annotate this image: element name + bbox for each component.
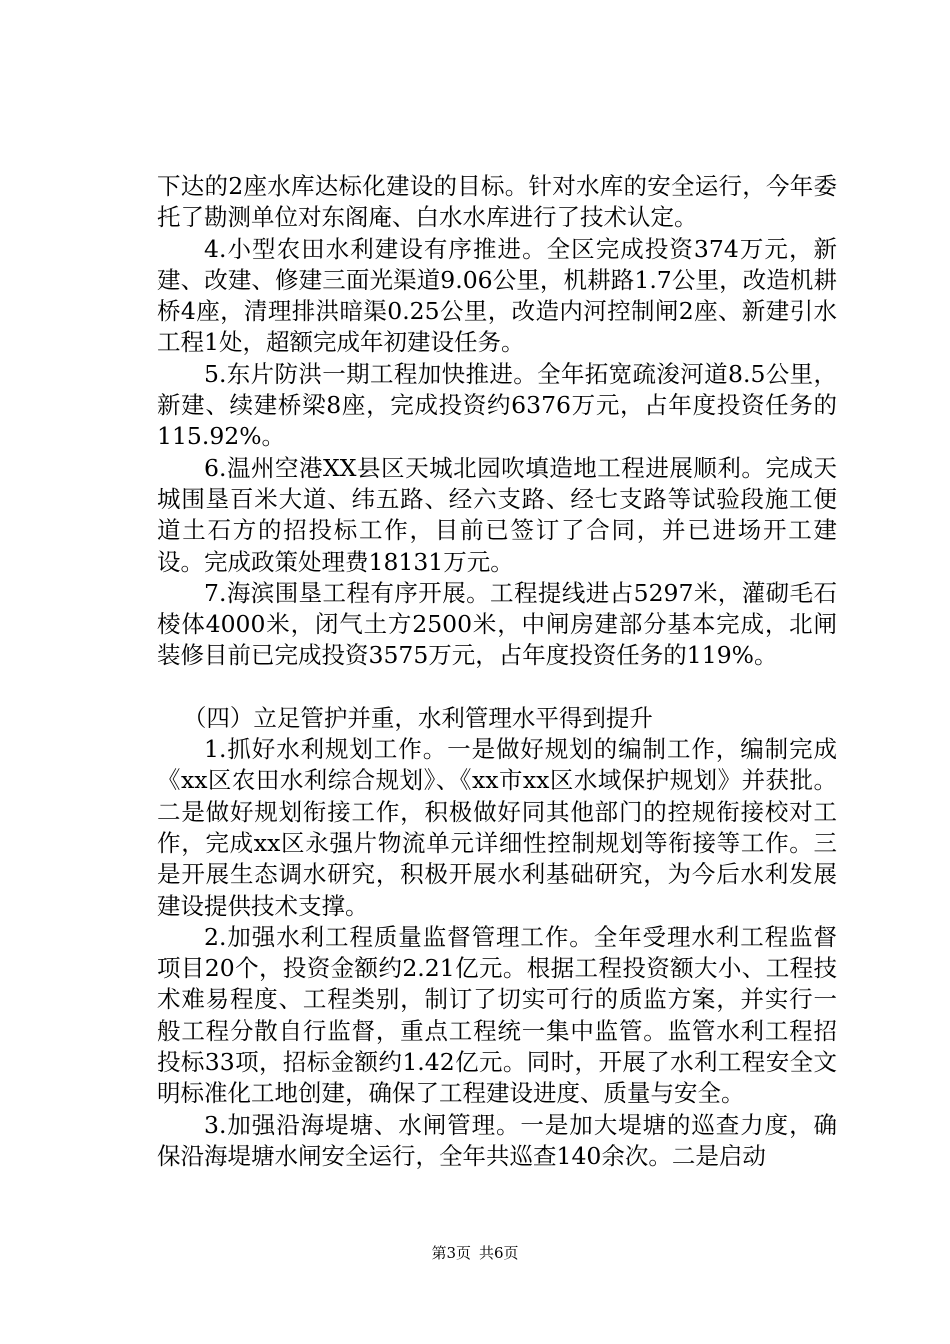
section-paragraph-2: 2.加强水利工程质量监督管理工作。全年受理水利工程监督项目20个，投资金额约2.21亿元。根据工程投资额大小、工程技术难易程度、工程类别，制订了切实可行的质监方案，并实行一般工程分散自行监督，重点工程统一集中监管。监管水利工程招投标33项，招标金额约1.42亿元。同时，开展了水利工程安全文明标准化工地创建，确保了工程建设进度、质量与安全。	[157, 922, 837, 1108]
paragraph-item-6: 6.温州空港XX县区天城北园吹填造地工程进展顺利。完成天城围垦百米大道、纬五路、经六支路、经七支路等试验段施工便道土石方的招投标工作，目前已签订了合同，并已进场开工建设。完成政策处理费18131万元。	[157, 453, 837, 576]
section-heading: （四）立足管护并重，水利管理水平得到提升	[182, 703, 653, 732]
page-total: 共6页	[479, 1244, 519, 1262]
document-body	[157, 171, 837, 1172]
section-paragraph-1: 1.抓好水利规划工作。一是做好规划的编制工作，编制完成《xx区农田水利综合规划》、《xx市xx区水域保护规划》并获批。二是做好规划衔接工作，积极做好同其他部门的控规衔接校对工作，完成xx区永强片物流单元详细性控制规划等衔接等工作。三是开展生态调水研究，积极开展水利基础研究，为今后水利发展建设提供技术支撑。	[157, 735, 837, 920]
page-number: 第3页	[431, 1244, 471, 1262]
paragraph-item-5: 5.东片防洪一期工程加快推进。全年拓宽疏浚河道8.5公里，新建、续建桥梁8座，完成投资约6376万元，占年度投资任务的115.92%。	[157, 359, 837, 451]
page-footer	[0, 1242, 950, 1263]
section-paragraph-3: 3.加强沿海堤塘、水闸管理。一是加大堤塘的巡查力度，确保沿海堤塘水闸安全运行，全年共巡查140余次。二是启动	[157, 1110, 837, 1170]
paragraph-continued: 下达的2座水库达标化建设的目标。针对水库的安全运行，今年委托了勘测单位对东阁庵、白水水库进行了技术认定。	[157, 172, 837, 232]
paragraph-item-7: 7.海滨围垦工程有序开展。工程提线进占5297米，灌砌毛石棱体4000米，闭气土方2500米，中闸房建部分基本完成，北闸装修目前已完成投资3575万元，占年度投资任务的119%。	[157, 578, 837, 670]
paragraph-item-4: 4.小型农田水利建设有序推进。全区完成投资374万元，新建、改建、修建三面光渠道9.06公里，机耕路1.7公里，改造机耕桥4座，清理排洪暗渠0.25公里，改造内河控制闸2座、新建引水工程1处，超额完成年初建设任务。	[157, 234, 837, 357]
